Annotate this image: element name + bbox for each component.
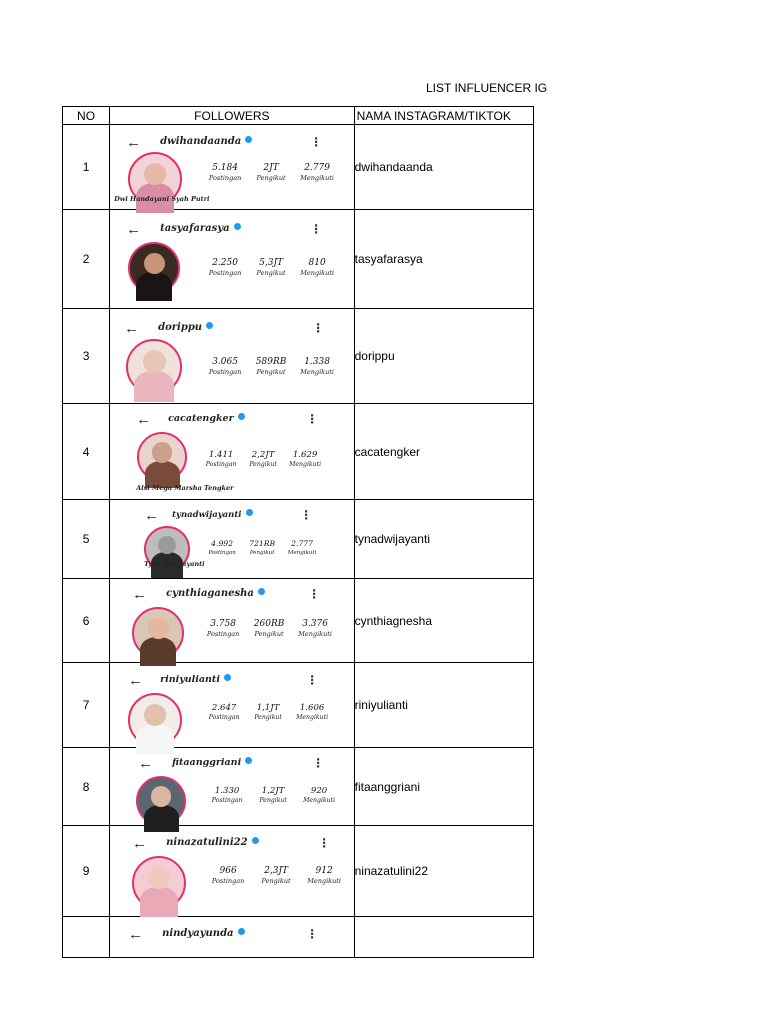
table-row — [63, 210, 534, 309]
avatar-face — [144, 704, 166, 726]
followers-cell — [110, 748, 355, 826]
profile-header — [110, 756, 354, 776]
stat-posts-label: Postingan — [211, 797, 243, 804]
stat-posts-label: Postingan — [208, 269, 242, 277]
stat-following — [294, 163, 340, 182]
stat-posts — [202, 258, 248, 277]
followers-cell — [110, 125, 355, 210]
verified-badge-icon — [224, 674, 231, 681]
profile-handle-text: tasyafarasya — [160, 223, 230, 234]
stat-posts-label: Postingan — [205, 461, 237, 468]
followers-cell — [110, 579, 355, 663]
stat-followers — [246, 703, 290, 722]
stat-following-value: 2.779 — [304, 163, 330, 173]
stat-followers-value: 1,1JT — [256, 703, 280, 713]
followers-cell — [110, 500, 355, 579]
back-arrow-icon: ← — [128, 672, 144, 689]
account-name: riniyulianti — [354, 663, 533, 748]
stat-posts — [204, 866, 252, 885]
avatar-face — [144, 163, 166, 185]
profile-stats — [202, 258, 340, 277]
stat-following-label: Mengikuti — [289, 461, 322, 468]
stat-following-label: Mengikuti — [307, 877, 341, 885]
account-name: dwihandaanda — [354, 125, 533, 210]
verified-badge-icon — [246, 509, 253, 516]
stat-following-label: Mengikuti — [287, 550, 317, 556]
row-number: 3 — [63, 309, 110, 404]
stat-posts — [202, 163, 248, 182]
verified-badge-icon — [245, 757, 252, 764]
account-name: dorippu — [354, 309, 533, 404]
avatar-face — [143, 350, 166, 373]
profile-handle-text: riniyulianti — [160, 674, 220, 685]
back-arrow-icon: ← — [128, 926, 144, 943]
avatar — [128, 242, 180, 294]
more-vertical-icon: ⋮ — [306, 412, 319, 426]
account-name: fitaanggriani — [354, 748, 533, 826]
stat-followers-label: Pengikut — [256, 368, 286, 376]
avatar-body — [140, 637, 176, 666]
header-no: NO — [63, 107, 110, 125]
profile-handle-text: tynadwijayanti — [172, 510, 242, 520]
profile-handle-text: cacatengker — [168, 413, 234, 424]
profile-handle — [162, 928, 244, 940]
stat-followers-value: 5,3JT — [259, 258, 284, 268]
profile-handle — [158, 322, 213, 334]
stat-posts-value: 966 — [219, 866, 237, 876]
avatar-face — [158, 536, 176, 554]
avatar-face — [144, 253, 165, 274]
back-arrow-icon: ← — [132, 835, 148, 852]
profile-stats — [202, 538, 322, 557]
profile-header — [110, 412, 354, 432]
stat-following-value: 912 — [315, 866, 333, 876]
followers-cell — [110, 404, 355, 500]
stat-following — [300, 866, 348, 885]
stat-following-label: Mengikuti — [300, 174, 334, 182]
stat-posts-value: 4.992 — [211, 539, 234, 548]
profile-fullname: Dwi Handayani Syah Putri — [114, 195, 210, 203]
row-number: 2 — [63, 210, 110, 309]
row-number: 7 — [63, 663, 110, 748]
verified-badge-icon — [234, 223, 241, 230]
stat-followers-value: 721RB — [249, 539, 276, 548]
row-number — [63, 917, 110, 958]
page-title: LIST INFLUENCER IG — [426, 81, 548, 95]
table-row — [63, 309, 534, 404]
stat-following-value: 1.606 — [299, 703, 325, 713]
stat-followers — [246, 619, 292, 638]
profile-handle — [172, 509, 252, 521]
stat-followers-value: 589RB — [255, 357, 287, 367]
stat-posts-value: 5.184 — [212, 163, 238, 173]
avatar — [132, 856, 186, 910]
stat-posts — [204, 786, 250, 805]
profile-handle — [166, 588, 265, 600]
stat-following — [292, 619, 338, 638]
more-vertical-icon: ⋮ — [318, 836, 331, 850]
stat-followers-label: Pengikut — [249, 461, 277, 468]
profile-handle-text: dorippu — [158, 322, 203, 333]
stat-posts-value: 2.647 — [211, 703, 237, 713]
avatar-face — [151, 786, 171, 806]
stat-followers-value: 2,2JT — [251, 450, 275, 460]
profile-header — [110, 587, 354, 607]
stat-followers — [242, 538, 282, 557]
more-vertical-icon: ⋮ — [310, 135, 323, 149]
row-number: 4 — [63, 404, 110, 500]
account-name: tasyafarasya — [354, 210, 533, 309]
profile-handle — [166, 837, 258, 849]
profile-fullname: Alsi Mega Marsha Tengker — [136, 484, 234, 492]
stat-followers-value: 2JT — [263, 163, 279, 173]
stat-followers — [252, 866, 300, 885]
stat-following-label: Mengikuti — [300, 368, 334, 376]
stat-posts — [200, 450, 242, 469]
stat-posts-label: Postingan — [208, 714, 240, 721]
stat-followers — [248, 258, 294, 277]
avatar-face — [152, 442, 172, 462]
stat-following-label: Mengikuti — [298, 630, 332, 638]
verified-badge-icon — [206, 322, 213, 329]
avatar-body — [136, 272, 172, 301]
stat-followers-label: Pengikut — [256, 174, 286, 182]
back-arrow-icon: ← — [136, 411, 152, 428]
table-row — [63, 125, 534, 210]
table-row — [63, 826, 534, 917]
influencer-table — [62, 106, 534, 943]
stat-posts — [202, 538, 242, 557]
stat-posts — [202, 357, 248, 376]
stat-posts-value: 3.758 — [210, 619, 236, 629]
table-row — [63, 579, 534, 663]
stat-posts-value: 3.065 — [212, 357, 238, 367]
stat-following-label: Mengikuti — [303, 797, 336, 804]
verified-badge-icon — [258, 588, 265, 595]
profile-stats — [200, 450, 326, 469]
back-arrow-icon: ← — [138, 755, 154, 772]
avatar-body — [140, 887, 178, 917]
stat-following — [284, 450, 326, 469]
profile-handle — [160, 223, 240, 235]
stat-posts-value: 2.250 — [212, 258, 238, 268]
stat-followers-label: Pengikut — [254, 714, 282, 721]
stat-following-value: 1.629 — [292, 450, 318, 460]
stat-posts-label: Postingan — [208, 174, 242, 182]
stat-followers — [248, 357, 294, 376]
verified-badge-icon — [238, 413, 245, 420]
header-name: NAMA INSTAGRAM/TIKTOK — [354, 107, 533, 125]
followers-cell — [110, 826, 355, 917]
profile-fullname: Tyna Dwi Jayanti — [144, 560, 205, 568]
table-row — [63, 663, 534, 748]
followers-cell — [110, 663, 355, 748]
profile-header — [110, 836, 354, 856]
profile-handle — [160, 674, 231, 686]
profile-header — [110, 222, 354, 242]
profile-handle-text: ninazatulini22 — [166, 837, 248, 848]
stat-followers — [248, 163, 294, 182]
back-arrow-icon: ← — [126, 134, 142, 151]
followers-cell — [110, 210, 355, 309]
more-vertical-icon: ⋮ — [300, 508, 313, 522]
stat-followers — [242, 450, 284, 469]
avatar-face — [148, 867, 170, 889]
stat-posts — [202, 703, 246, 722]
verified-badge-icon — [245, 136, 252, 143]
table-row — [63, 500, 534, 579]
stat-following-label: Mengikuti — [300, 269, 334, 277]
followers-cell — [110, 917, 355, 958]
profile-handle-text: dwihandaanda — [160, 136, 242, 147]
avatar-face — [148, 618, 169, 639]
table-row — [63, 404, 534, 500]
profile-stats — [202, 357, 340, 376]
row-number: 5 — [63, 500, 110, 579]
stat-following-value: 1.338 — [304, 357, 330, 367]
stat-followers — [250, 786, 296, 805]
followers-cell — [110, 309, 355, 404]
account-name: tynadwijayanti — [354, 500, 533, 579]
more-vertical-icon: ⋮ — [312, 321, 325, 335]
avatar — [137, 432, 187, 482]
more-vertical-icon: ⋮ — [312, 756, 325, 770]
back-arrow-icon: ← — [132, 586, 148, 603]
back-arrow-icon: ← — [124, 320, 140, 337]
stat-followers-label: Pengikut — [249, 550, 275, 556]
stat-followers-value: 260RB — [253, 619, 285, 629]
stat-posts — [200, 619, 246, 638]
row-number: 9 — [63, 826, 110, 917]
row-number: 1 — [63, 125, 110, 210]
stat-following-value: 2.777 — [291, 539, 314, 548]
stat-followers-label: Pengikut — [259, 797, 287, 804]
stat-following-value: 3.376 — [302, 619, 328, 629]
profile-handle — [168, 413, 245, 425]
profile-handle-text: fitaanggriani — [172, 757, 242, 768]
profile-stats — [202, 703, 334, 722]
stat-followers-label: Pengikut — [261, 877, 291, 885]
stat-posts-value: 1.411 — [208, 450, 234, 460]
profile-handle-text: nindyayunda — [162, 928, 234, 939]
row-number: 8 — [63, 748, 110, 826]
profile-stats — [204, 866, 348, 885]
header-row — [63, 107, 534, 125]
table-row — [63, 748, 534, 826]
more-vertical-icon: ⋮ — [306, 673, 319, 687]
profile-header — [110, 321, 354, 341]
account-name: cacatengker — [354, 404, 533, 500]
profile-handle-text: cynthiaganesha — [166, 588, 254, 599]
profile-handle — [172, 757, 252, 769]
profile-header — [110, 135, 354, 155]
stat-posts-value: 1.330 — [214, 786, 240, 796]
header-followers: FOLLOWERS — [110, 107, 355, 125]
profile-header — [110, 673, 354, 693]
more-vertical-icon: ⋮ — [306, 927, 319, 941]
avatar — [128, 693, 182, 747]
avatar-body — [134, 371, 174, 402]
more-vertical-icon: ⋮ — [310, 222, 323, 236]
back-arrow-icon: ← — [126, 221, 142, 238]
stat-following-value: 920 — [310, 786, 328, 796]
profile-header — [110, 508, 354, 528]
more-vertical-icon: ⋮ — [308, 587, 321, 601]
profile-header — [110, 927, 354, 947]
stat-following-label: Mengikuti — [296, 714, 329, 721]
stat-following-value: 810 — [308, 258, 326, 268]
account-name: cynthiagnesha — [354, 579, 533, 663]
stat-following — [294, 357, 340, 376]
verified-badge-icon — [252, 837, 259, 844]
stat-posts-label: Postingan — [211, 877, 245, 885]
account-name: ninazatulini22 — [354, 826, 533, 917]
profile-stats — [200, 619, 338, 638]
back-arrow-icon: ← — [144, 507, 160, 524]
stat-posts-label: Postingan — [208, 368, 242, 376]
stat-followers-label: Pengikut — [254, 630, 284, 638]
stat-following — [282, 538, 322, 557]
stat-following — [290, 703, 334, 722]
profile-stats — [204, 786, 342, 805]
row-number: 6 — [63, 579, 110, 663]
avatar — [132, 607, 184, 659]
profile-handle — [160, 136, 252, 148]
stat-followers-value: 2,3JT — [264, 866, 289, 876]
stat-following — [294, 258, 340, 277]
avatar — [126, 339, 182, 395]
table-row — [63, 917, 534, 958]
profile-stats — [202, 163, 340, 182]
account-name — [354, 917, 533, 958]
stat-posts-label: Postingan — [206, 630, 240, 638]
stat-posts-label: Postingan — [208, 550, 236, 556]
avatar — [136, 776, 186, 826]
stat-followers-value: 1,2JT — [261, 786, 285, 796]
verified-badge-icon — [238, 928, 245, 935]
stat-followers-label: Pengikut — [256, 269, 286, 277]
stat-following — [296, 786, 342, 805]
